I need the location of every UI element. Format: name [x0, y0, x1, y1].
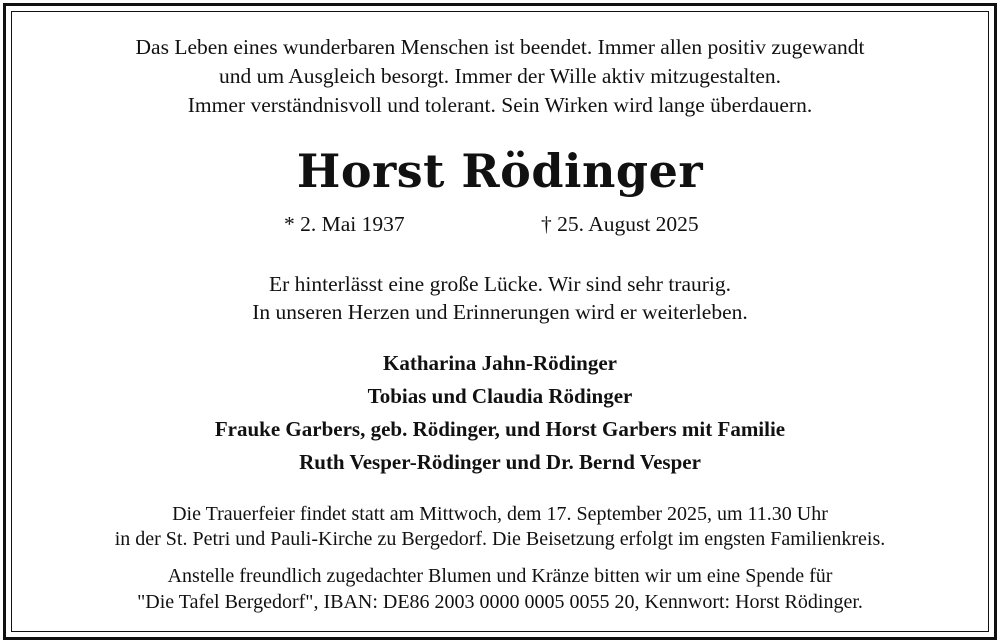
- mourning-line-1: Er hinterlässt eine große Lücke. Wir sind sehr traurig.: [268, 272, 732, 296]
- mourning-line-2: In unseren Herzen und Erinnerungen wird er weiterleben.: [252, 300, 748, 324]
- funeral-line-2: in der St. Petri und Pauli-Kirche zu Bergedorf. Die Beisetzung erfolgt im engsten Familienkreis.: [114, 528, 886, 550]
- donation-line-1: Anstelle freundlich zugedachter Blumen und Kränze bitten wir um eine Spende für: [167, 565, 833, 587]
- funeral-line-1: Die Trauerfeier findet statt am Mittwoch, dem 17. September 2025, um 11.30 Uhr: [172, 503, 828, 525]
- intro-line-2: und um Ausgleich besorgt. Immer der Wille aktiv mitzugestalten.: [218, 64, 781, 88]
- death-date: † 25. August 2025: [541, 212, 699, 236]
- birth-date: * 2. Mai 1937: [284, 212, 405, 236]
- family-member-4: Ruth Vesper-Rödinger und Dr. Bernd Vesper: [299, 450, 701, 474]
- deceased-name: Horst Rödinger: [296, 144, 704, 198]
- family-member-1: Katharina Jahn-Rödinger: [383, 351, 617, 375]
- intro-line-1: Das Leben eines wunderbaren Menschen ist beendet. Immer allen positiv zugewandt: [135, 35, 865, 59]
- intro-line-3: Immer verständnisvoll und tolerant. Sein Wirken wird lange überdauern.: [187, 93, 813, 117]
- family-member-2: Tobias und Claudia Rödinger: [367, 384, 633, 408]
- donation-line-2: "Die Tafel Bergedorf", IBAN: DE86 2003 0000 0005 0055 20, Kennwort: Horst Rödinger.: [137, 591, 863, 613]
- family-member-3: Frauke Garbers, geb. Rödinger, und Horst Garbers mit Familie: [214, 417, 786, 441]
